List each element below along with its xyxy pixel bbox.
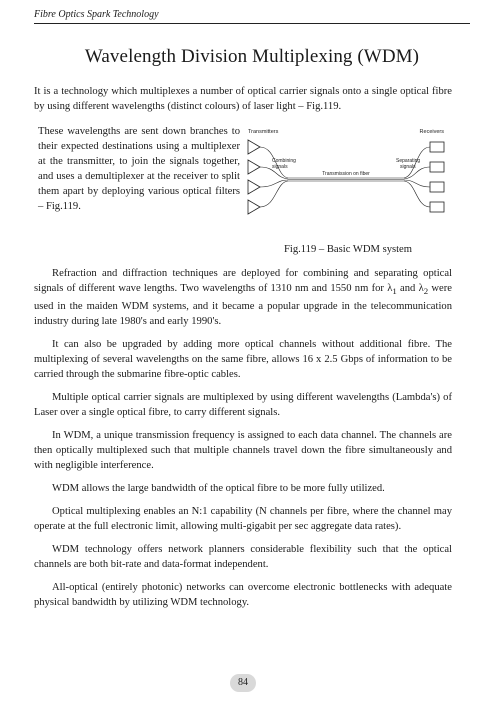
transmitters-label: Transmitters <box>248 129 279 135</box>
receiver-1 <box>430 142 444 152</box>
input-fibers <box>260 147 288 207</box>
paragraph-3: Multiple optical carrier signals are multiplexed by using different wavelengths (Lambda's) of Laser over a single optical fibre, to carry different signals. <box>34 392 452 419</box>
transmitter-3 <box>248 180 260 194</box>
intro-paragraph: It is a technology which multiplexes a number of optical carrier signals onto a single optical fibre by using different wavelengths (distinct colours) of laser light – Fig.119. <box>34 86 452 112</box>
transmitter-2 <box>248 160 260 174</box>
paragraph-1-part-b: and λ <box>396 283 424 294</box>
figure-caption: Fig.119 – Basic WDM system <box>283 244 412 255</box>
receiver-3 <box>430 182 444 192</box>
transmitter-1 <box>248 140 260 154</box>
receiver-2 <box>430 162 444 172</box>
paragraph-1 <box>34 266 452 329</box>
fiber-label: Transmission on fiber <box>322 171 370 177</box>
paragraph-1-part-c: were used in the maiden WDM systems, and it became a popular upgrade in the telecommunication industry during late 1980's and early 1990's. <box>34 283 452 328</box>
receivers-label: Receivers <box>419 129 444 135</box>
paragraph-6: Optical multiplexing enables an N:1 capability (N channels per fibre, where the channel may operate at the full electronic limit, allowing multi-gigabit per sec aggregate data rates). <box>34 506 452 533</box>
running-head: Fibre Optics Spark Technology <box>34 9 470 24</box>
paragraph-2: It can also be upgraded by adding more optical channels without additional fibre. The multiplexing of several wavelengths on the same fibre, allows 16 x 2.5 Gbps of information to be carried through the submarine fibre-optic cables. <box>34 339 452 381</box>
lambda-2-subscript: 2 <box>423 286 429 297</box>
separating-label-1: Separating <box>396 158 421 164</box>
separating-label-2: signals <box>400 164 416 170</box>
paragraph-4: In WDM, a unique transmission frequency is assigned to each data channel. The channels are then optically multiplexed such that multiple channels travel down the fibre simultaneously and with negligible interference. <box>34 430 452 472</box>
combining-label-1: Combining <box>272 158 296 164</box>
receiver-boxes <box>430 142 444 212</box>
body-text <box>34 266 452 618</box>
page-title: Wavelength Division Multiplexing (WDM) <box>84 46 420 67</box>
lambda-1-subscript: 1 <box>392 286 397 297</box>
paragraph-8: All-optical (entirely photonic) networks can overcome electronic bottlenecks with adequate physical bandwidth by utilizing WDM technology. <box>34 582 452 609</box>
transmitter-triangles <box>248 140 260 214</box>
page-number: 84 <box>230 674 256 692</box>
combining-label-2: signals <box>272 164 288 170</box>
receiver-4 <box>430 202 444 212</box>
side-paragraph: These wavelengths are sent down branches to their expected destinations using a multiplexer at the transmitter, to join the signals together, and uses a demultiplexer at the receiver to split them apart by deploying various optical filters – Fig.119. <box>38 126 240 212</box>
transmission-fiber <box>288 178 404 181</box>
output-fibers <box>404 147 430 207</box>
paragraph-7: WDM technology offers network planners considerable flexibility such that the optical channels are both bit-rate and data-format independent. <box>34 544 452 571</box>
paragraph-1-part-a: Refraction and diffraction techniques are deployed for combining and separating optical signals of different wave lengths. Two wavelengths of 1310 nm and 1550 nm for λ <box>34 268 452 294</box>
paragraph-5: WDM allows the large bandwidth of the optical fibre to be more fully utilized. <box>52 483 385 495</box>
wdm-diagram <box>246 124 446 232</box>
transmitter-4 <box>248 200 260 214</box>
